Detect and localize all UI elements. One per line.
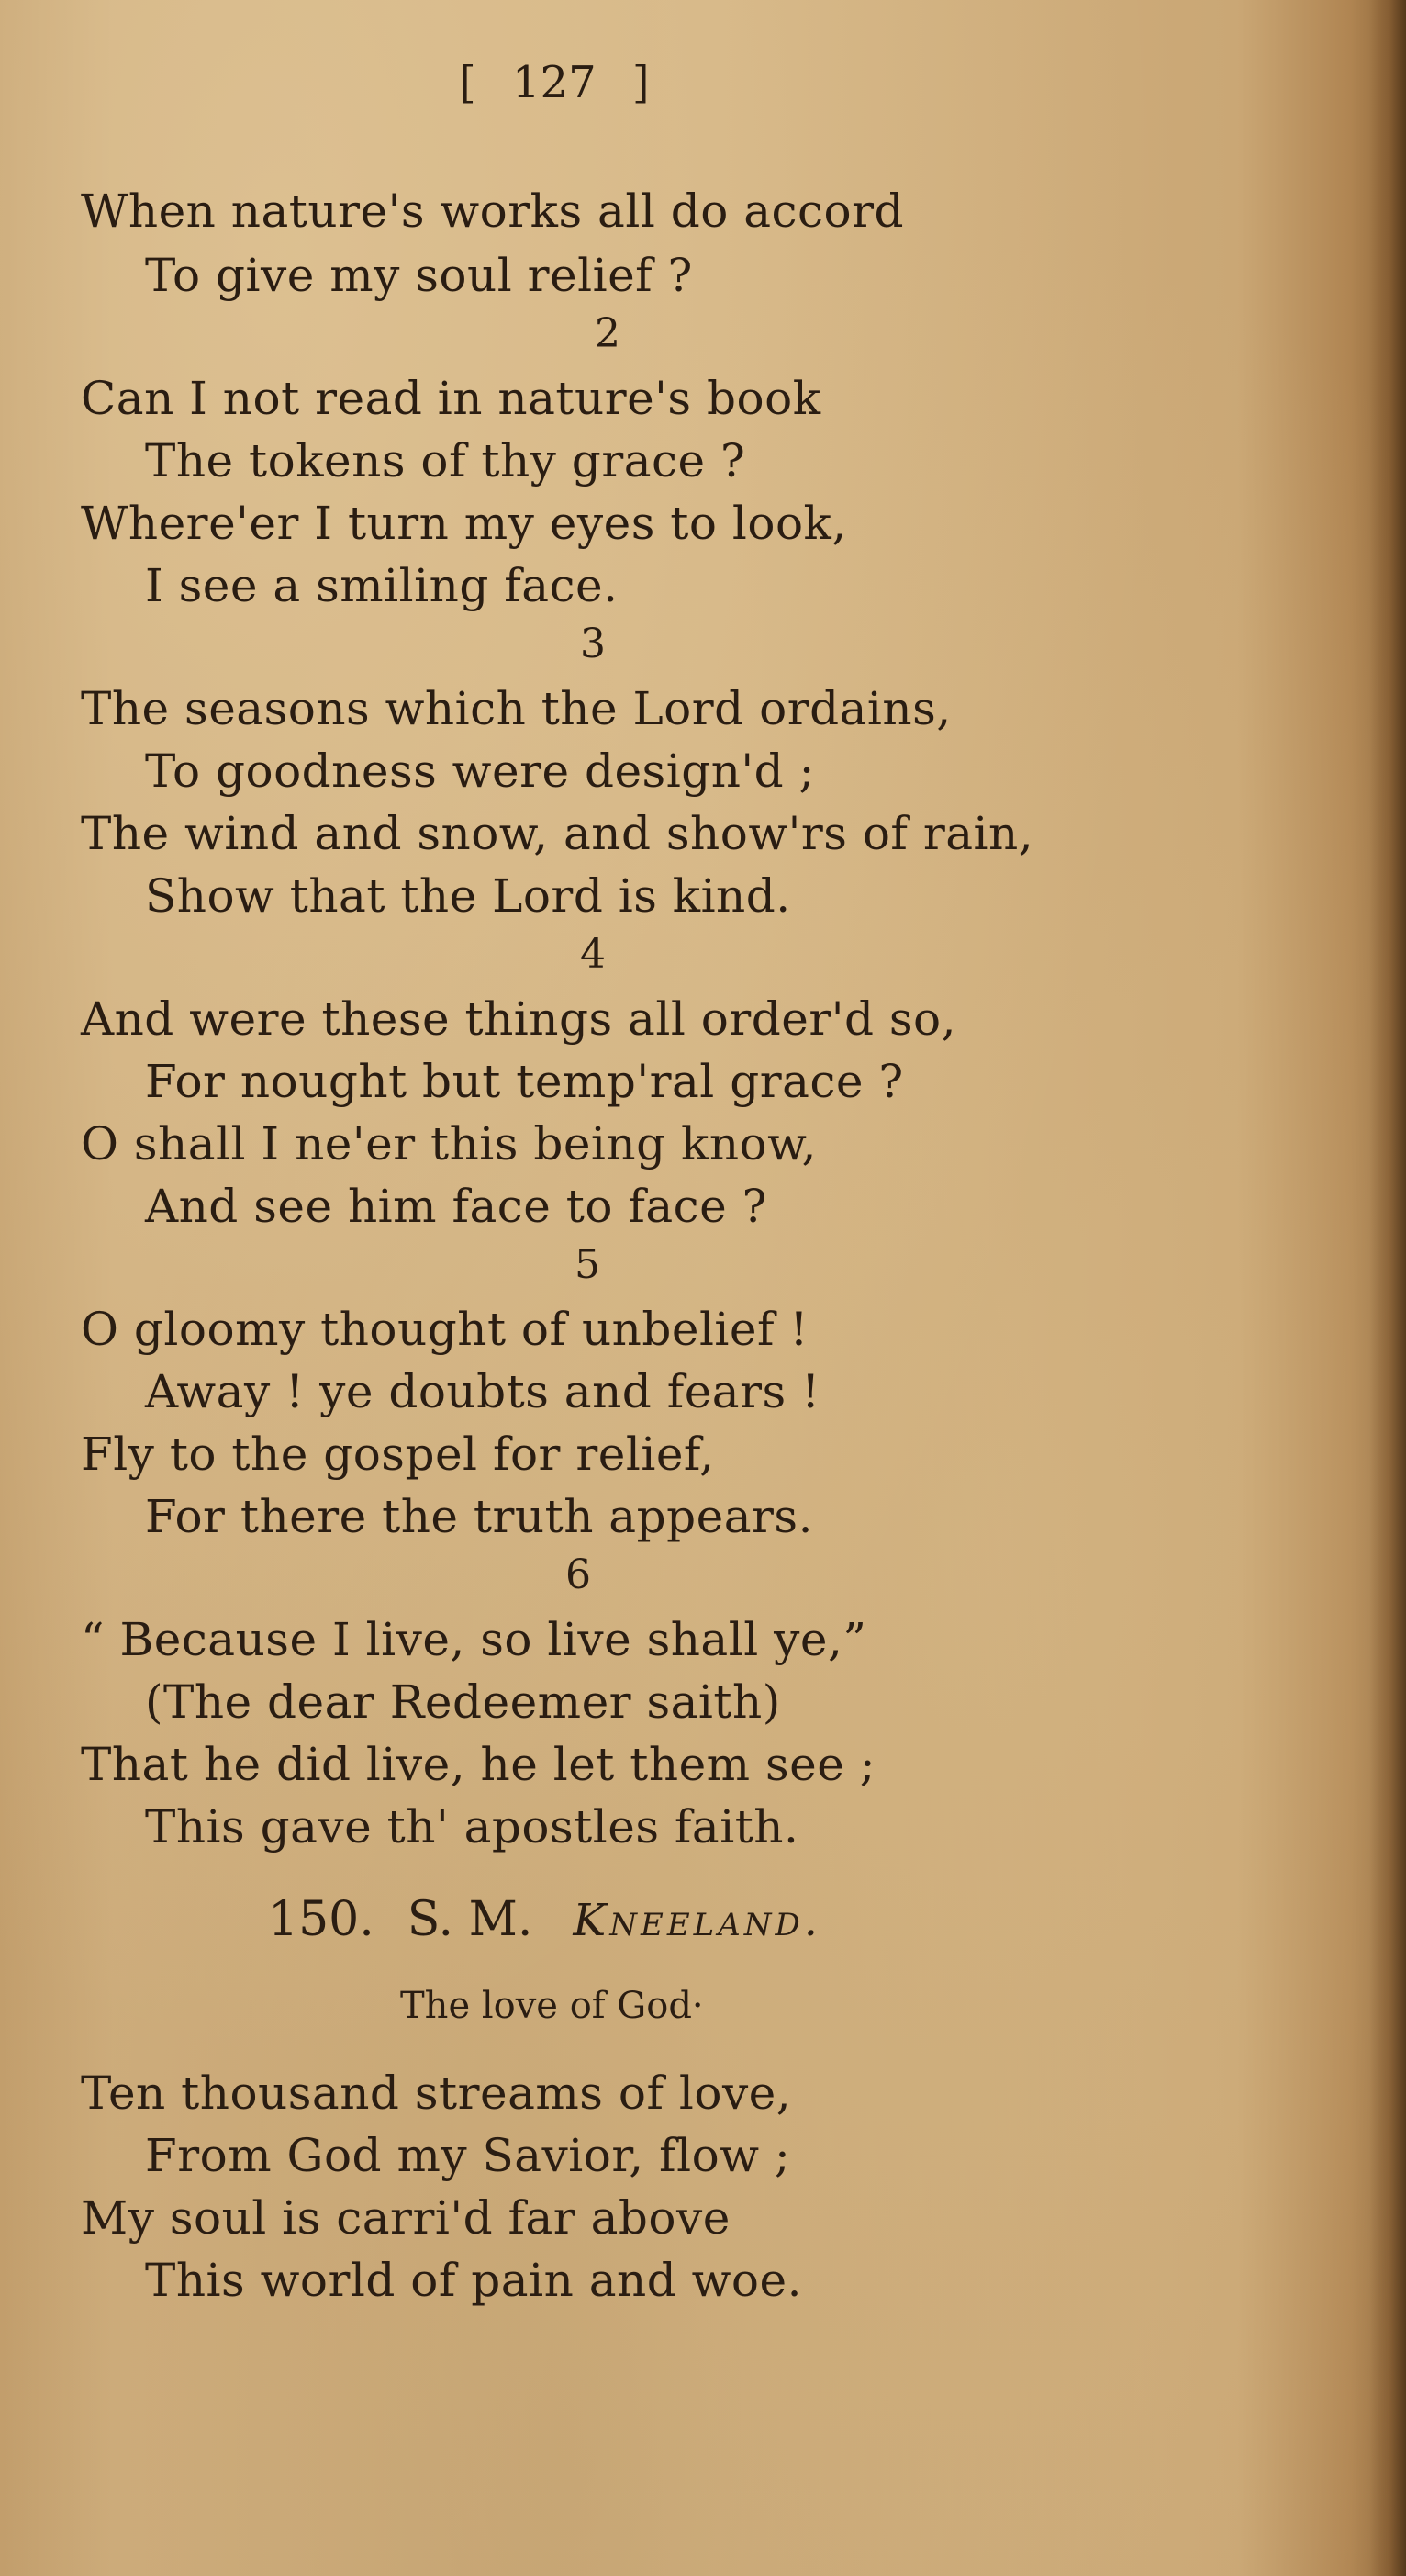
stanza-number: 6 (565, 1551, 591, 1598)
verse-line: From God my Savior, flow ; (145, 2129, 791, 2182)
hymn-heading (268, 1891, 821, 1949)
verse-line: When nature's works all do accord (81, 185, 905, 238)
stanza-number: 3 (580, 621, 606, 667)
verse-line: Can I not read in nature's book (81, 372, 821, 425)
verse-line: (The dear Redeemer saith) (145, 1675, 781, 1729)
hymn-composer: Kneeland. (573, 1895, 822, 1946)
verse-line: That he did live, he let them see ; (81, 1738, 876, 1791)
verse-line: And see him face to face ? (145, 1180, 767, 1233)
verse-line: The tokens of thy grace ? (145, 434, 746, 487)
verse-line: This world of pain and woe. (145, 2254, 802, 2307)
verse-line: To goodness were design'd ; (145, 745, 815, 798)
verse-line: My soul is carri'd far above (81, 2191, 731, 2245)
verse-line: The seasons which the Lord ordains, (81, 682, 952, 735)
page-header: [ 127 ] (459, 57, 650, 108)
verse-line: This gave th' apostles faith. (145, 1800, 799, 1854)
hymn-number: 150. (268, 1892, 374, 1947)
verse-line: Fly to the gospel for relief, (81, 1428, 715, 1481)
verse-line: And were these things all order'd so, (81, 992, 957, 1046)
verse-line: To give my soul relief ? (145, 249, 693, 302)
verse-line: For nought but temp'ral grace ? (145, 1055, 904, 1108)
verse-line: Ten thousand streams of love, (81, 2066, 792, 2120)
hymn-title: The love of God· (400, 1985, 704, 2027)
verse-line: The wind and snow, and show'rs of rain, (81, 807, 1034, 860)
stanza-number: 4 (580, 931, 606, 978)
verse-line: O shall I ne'er this being know, (81, 1117, 817, 1170)
verse-line: For there the truth appears. (145, 1490, 813, 1543)
verse-line: “ Because I live, so live shall ye,” (81, 1613, 867, 1666)
verse-line: Where'er I turn my eyes to look, (81, 497, 847, 550)
stanza-number: 2 (595, 310, 620, 357)
verse-line: O gloomy thought of unbelief ! (81, 1303, 809, 1356)
verse-line: Away ! ye doubts and fears ! (145, 1365, 820, 1418)
verse-line: I see a smiling face. (145, 559, 619, 612)
stanza-number: 5 (575, 1241, 600, 1288)
page-edge-shadow (1369, 0, 1406, 2576)
verse-line: Show that the Lord is kind. (145, 869, 791, 923)
hymn-meter: S. M. (407, 1892, 533, 1947)
